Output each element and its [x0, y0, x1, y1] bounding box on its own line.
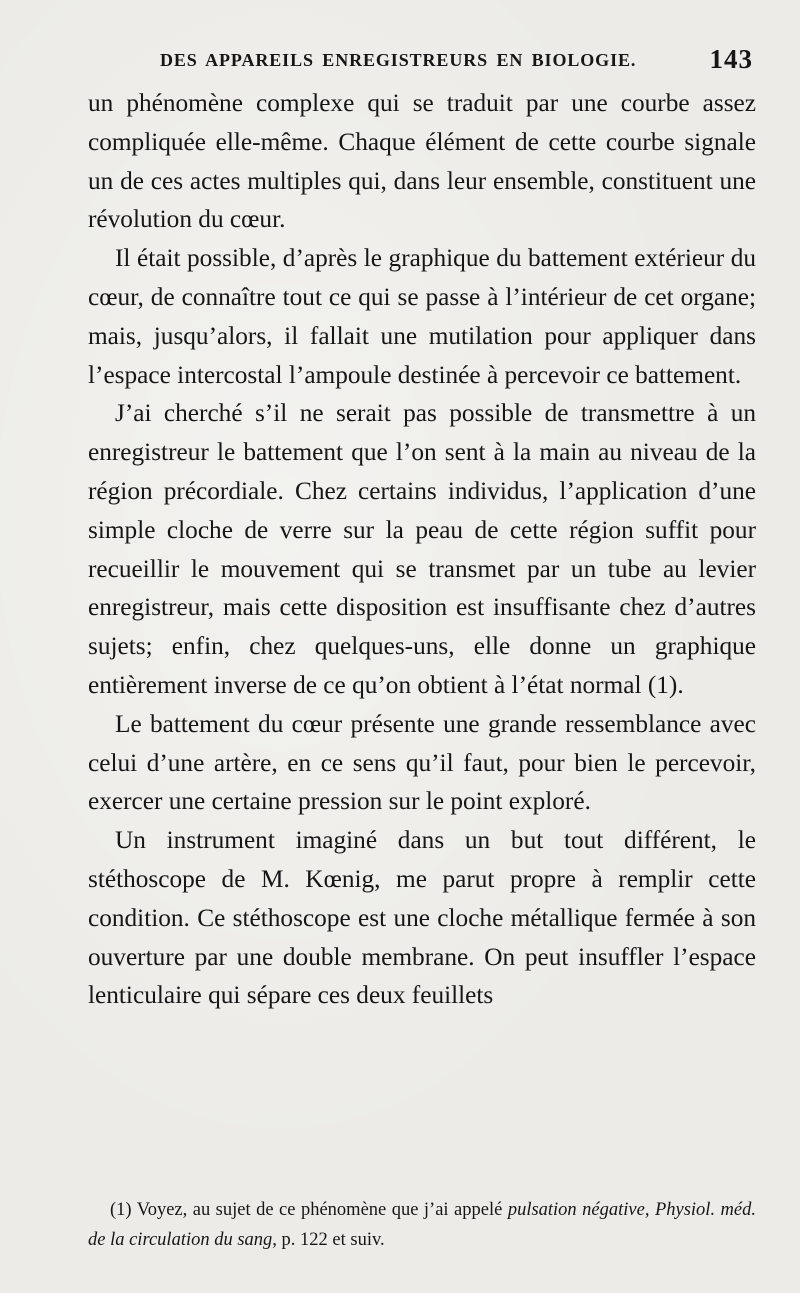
footnote-text: Voyez, au sujet de ce phénomène que j’ai appelé [136, 1200, 503, 1220]
footnote-page-ref: p. 122 et suiv. [281, 1230, 385, 1250]
footnote-italic-term: pulsation négative, [507, 1200, 650, 1220]
paragraph-3: J’ai cherché s’il ne serait pas possible de transmettre à un enregistreur le battement que l’on sent à la main au niveau de la région précordiale. Chez certains individus, l’application d’une simple cloche de verre sur la peau de cette région suffit pour recueillir le mouvement qui se transmet par un tube au levier enregistreur, mais cette disposition est insuffisante chez d’autres sujets; enfin, chez quelques-uns, elle donne un graphique entièrement inverse de ce qu’on obtient à l’état normal (1). [88, 399, 756, 699]
running-title: DES APPAREILS ENREGISTREURS EN BIOLOGIE. [160, 50, 637, 70]
paragraph-2: Il était possible, d’après le graphique du battement extérieur du cœur, de connaître tout ce qui se passe à l’intérieur de cet organe; mais, jusqu’alors, il fallait une mutilation pour appliquer dans l’espace intercostal l’ampoule destinée à percevoir ce battement. [88, 244, 756, 389]
footnote-source: Physiol. méd. de la circulation du sang, [88, 1200, 756, 1250]
paragraph-4: Le battement du cœur présente une grande ressemblance avec celui d’une artère, en ce sens qu’il faut, pour bien le percevoir, exercer une certaine pression sur le point exploré. [88, 709, 756, 816]
page-number: 143 [709, 44, 753, 74]
paragraph-1: un phénomène complexe qui se traduit par une courbe assez compliquée elle-même. Chaque élément de cette courbe signale un de ces actes multiples qui, dans leur ensemble, constituent une révolution du cœur. [88, 89, 756, 234]
paragraph-5: Un instrument imaginé dans un but tout différent, le stéthoscope de M. Kœnig, me parut propre à remplir cette condition. Ce stéthoscope est une cloche métallique fermée à son ouverture par une double membrane. On peut insuffler l’espace lenticulaire qui sépare ces deux feuillets [88, 826, 756, 1010]
footnote [88, 1195, 756, 1255]
footnote-marker: (1) [110, 1200, 132, 1220]
body-text [88, 84, 756, 1015]
page-header [160, 46, 755, 82]
